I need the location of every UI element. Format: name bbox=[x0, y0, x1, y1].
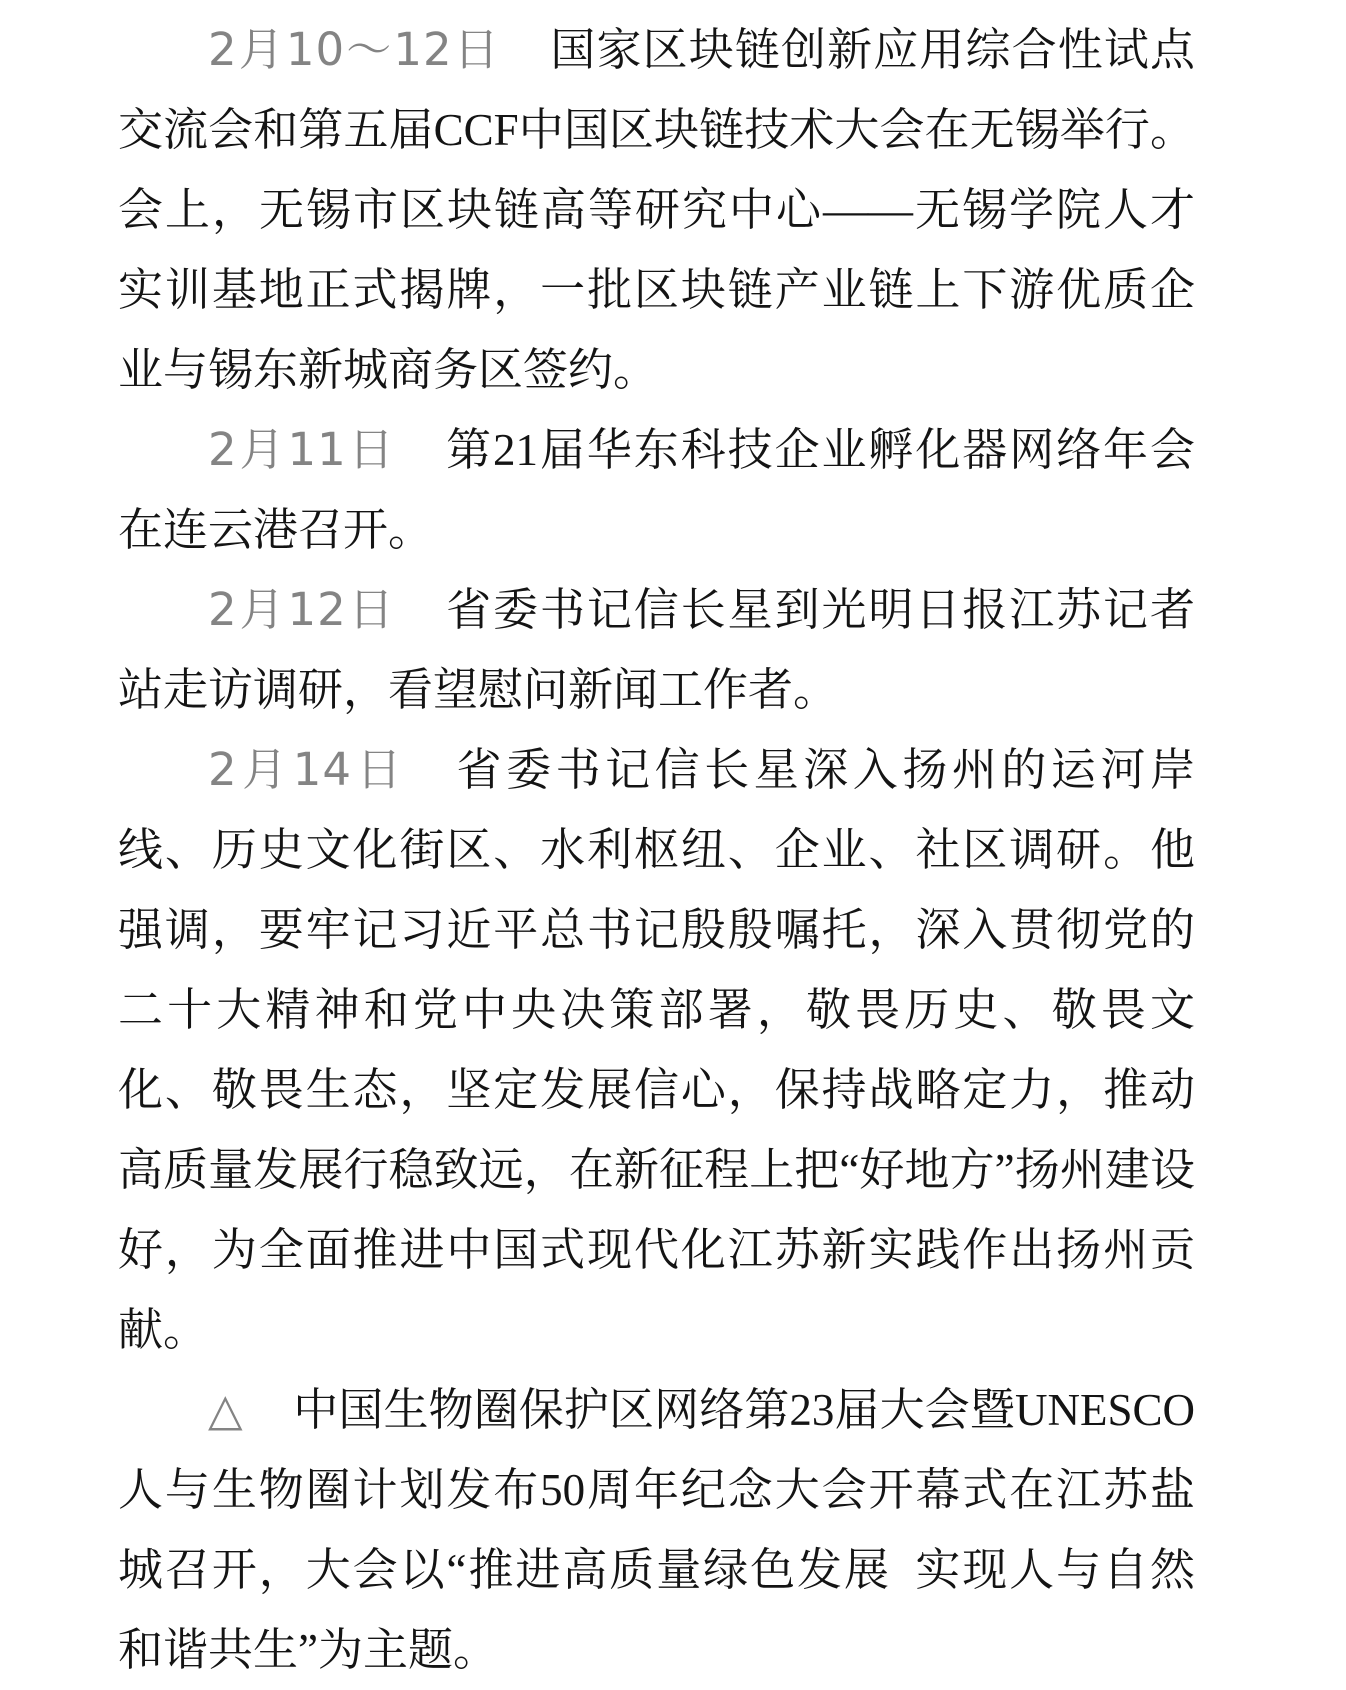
entry-date: 2月11日 bbox=[208, 423, 397, 476]
triangle-marker-icon: △ bbox=[208, 1383, 244, 1436]
chronicle-entry bbox=[118, 570, 1195, 730]
entry-date: 2月14日 bbox=[208, 743, 408, 796]
entry-text: 第21届华东科技企业孵化器网络年会在连云港召开。 bbox=[118, 425, 1195, 555]
entry-text: 省委书记信长星深入扬州的运河岸线、历史文化街区、水利枢纽、企业、社区调研。他强调，要牢记习近平总书记殷殷嘱托，深入贯彻党的二十大精神和党中央决策部署，敬畏历史、敬畏文化、敬畏生态，坚定发展信心，保持战略定力，推动高质量发展行稳致远，在新征程上把“好地方”扬州建设好，为全面推进中国式现代化江苏新实践作出扬州贡献。 bbox=[118, 745, 1195, 1355]
chronicle-entry bbox=[118, 730, 1195, 1370]
chronicle-entry bbox=[118, 10, 1195, 410]
entry-date: 2月10～12日 bbox=[208, 23, 501, 76]
chronicle-entry bbox=[118, 410, 1195, 570]
entry-text: 中国生物圈保护区网络第23届大会暨UNESCO人与生物圈计划发布50周年纪念大会开幕式在江苏盐城召开，大会以“推进高质量绿色发展 实现人与自然和谐共生”为主题。 bbox=[118, 1385, 1195, 1675]
entry-text: 国家区块链创新应用综合性试点交流会和第五届CCF中国区块链技术大会在无锡举行。会上，无锡市区块链高等研究中心——无锡学院人才实训基地正式揭牌，一批区块链产业链上下游优质企业与锡东新城商务区签约。 bbox=[118, 25, 1195, 395]
entry-date: 2月12日 bbox=[208, 583, 397, 636]
chronicle-entry bbox=[118, 1370, 1195, 1690]
entry-text: 省委书记信长星到光明日报江苏记者站走访调研，看望慰问新闻工作者。 bbox=[118, 585, 1195, 715]
